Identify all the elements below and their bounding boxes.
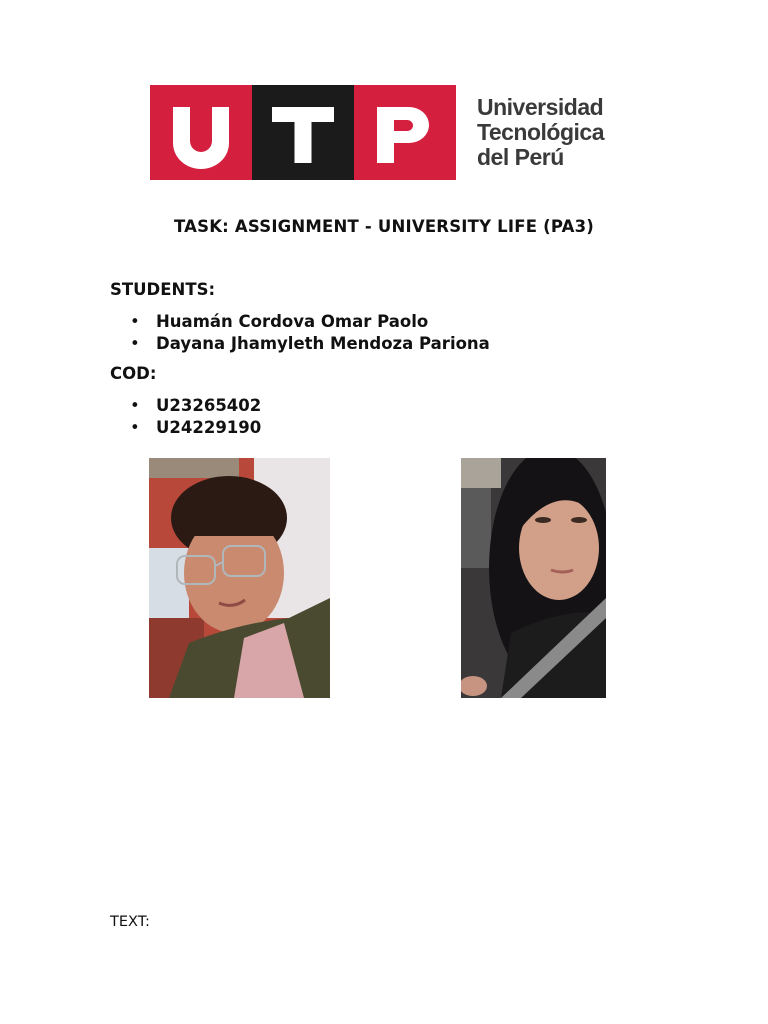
bullet: •	[130, 417, 140, 437]
document-title: TASK: ASSIGNMENT - UNIVERSITY LIFE (PA3)	[173, 217, 595, 236]
text-label: TEXT:	[110, 914, 150, 930]
logo-wordmark-line1: Universidad	[477, 94, 604, 120]
utp-logo-mark	[150, 85, 456, 181]
photo-2-image	[461, 458, 606, 698]
logo-wordmark-line3: del Perú	[477, 144, 564, 170]
student-code: U23265402	[156, 396, 262, 415]
student-name: Huamán Cordova Omar Paolo	[156, 312, 429, 331]
bullet: •	[130, 312, 140, 331]
photo-1-image	[149, 458, 330, 698]
list-item	[130, 417, 261, 439]
bullet: •	[130, 333, 140, 353]
utp-logo	[150, 85, 616, 181]
logo-wordmark-line2: Tecnológica	[477, 119, 604, 145]
student-name: Dayana Jhamyleth Mendoza Pariona	[156, 333, 490, 353]
student-code: U24229190	[156, 417, 262, 437]
bullet: •	[130, 396, 140, 415]
list-item	[130, 333, 490, 355]
students-heading: STUDENTS:	[110, 280, 216, 299]
list-item	[130, 395, 261, 417]
codes-list	[130, 395, 261, 438]
list-item	[130, 311, 490, 333]
student-photo-1	[149, 458, 330, 698]
logo-wordmark	[477, 95, 604, 170]
student-photo-2	[461, 458, 606, 698]
codes-heading: COD:	[110, 364, 157, 383]
students-list	[130, 311, 490, 354]
